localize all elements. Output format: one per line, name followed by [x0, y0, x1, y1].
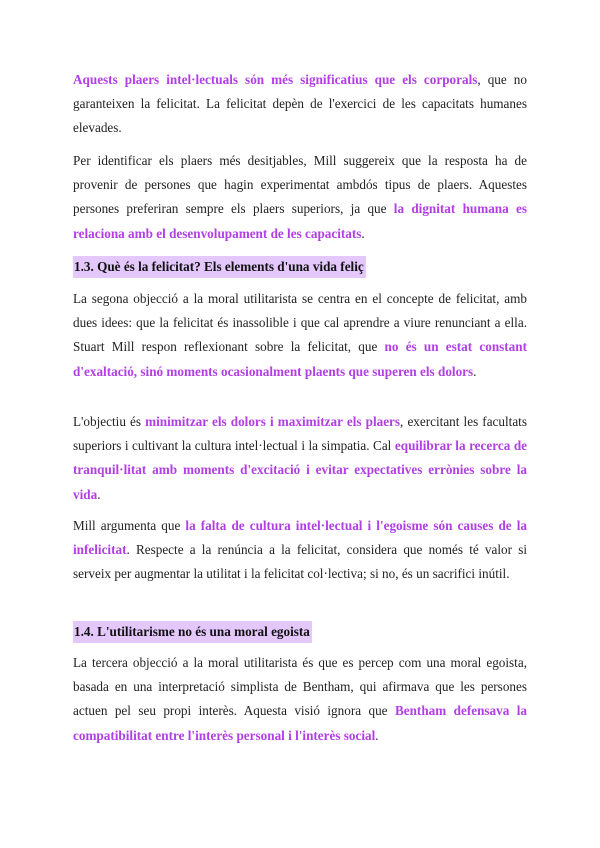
- paragraph-text: , que no garanteixen la felicitat. La felicitat depèn de l'exercici de les capacitats humanes elevades.: [73, 72, 527, 136]
- paragraph-text: .: [97, 486, 101, 502]
- paragraph-text: .: [473, 363, 477, 379]
- paragraph-third-objection: [73, 651, 527, 748]
- paragraph-text: .: [375, 727, 379, 743]
- highlighted-phrase: no és un estat constant d'exaltació, sinó moments ocasionalment plaents que superen els dolors: [73, 339, 527, 379]
- paragraph-text: Per identificar els plaers més desitjables, Mill suggereix que la resposta ha de provenir de persones que hagin experimentat ambdós tipus de plaers. Aquestes persones preferiran sempre els plaers superiors, ja que: [73, 153, 527, 217]
- paragraph-text: . Respecte a la renúncia a la felicitat, considera que només té valor si serveix per augmentar la utilitat i la felicitat col·lectiva; si no, és un sacrifici inútil.: [73, 542, 527, 582]
- paragraph-intellectual-pleasures: [73, 68, 527, 141]
- paragraph-text: , exercitant les facultats superiors i cultivant la cultura intel·lectual i la simpatia. Cal: [73, 414, 527, 454]
- highlighted-phrase: equilibrar la recerca de tranquil·litat amb moments d'excitació i evitar expectatives errònies sobre la vida: [73, 438, 528, 502]
- paragraph-unhappiness-causes: [73, 514, 527, 587]
- paragraph-text: La segona objecció a la moral utilitarista se centra en el concepte de felicitat, amb dues idees: que la felicitat és inassolible i que cal aprendre a viure renunciant a ella. Stuart Mill respon reflexionant sobre la felicitat, que: [73, 291, 527, 355]
- paragraph-second-objection: [73, 287, 527, 384]
- highlighted-phrase: la dignitat humana es relaciona amb el desenvolupament de les capacitats: [73, 201, 528, 241]
- highlighted-phrase: la falta de cultura intel·lectual i l'egoisme són causes de la infelicitat: [73, 518, 527, 558]
- paragraph-text: .: [361, 225, 365, 241]
- section-heading-1-4: 1.4. L'utilitarisme no és una moral egoista: [73, 621, 312, 643]
- highlighted-phrase: minimitzar els dolors i maximitzar els plaers: [145, 414, 401, 429]
- paragraph-objective: [73, 410, 527, 507]
- paragraph-text: Mill argumenta que: [73, 518, 186, 533]
- paragraph-desirable-pleasures: [73, 149, 527, 246]
- highlighted-phrase: Bentham defensava la compatibilitat entre l'interès personal i l'interès social: [73, 703, 527, 743]
- section-heading-1-3: 1.3. Què és la felicitat? Els elements d'una vida feliç: [73, 256, 366, 278]
- paragraph-text: La tercera objecció a la moral utilitarista és que es percep com una moral egoista, basada en una interpretació simplista de Bentham, qui afirmava que les persones actuen pel seu propi interès. Aquesta visió ignora que: [73, 655, 527, 719]
- highlighted-phrase: Aquests plaers intel·lectuals són més significatius que els corporals: [73, 72, 478, 87]
- paragraph-text: L'objectiu és: [73, 414, 146, 429]
